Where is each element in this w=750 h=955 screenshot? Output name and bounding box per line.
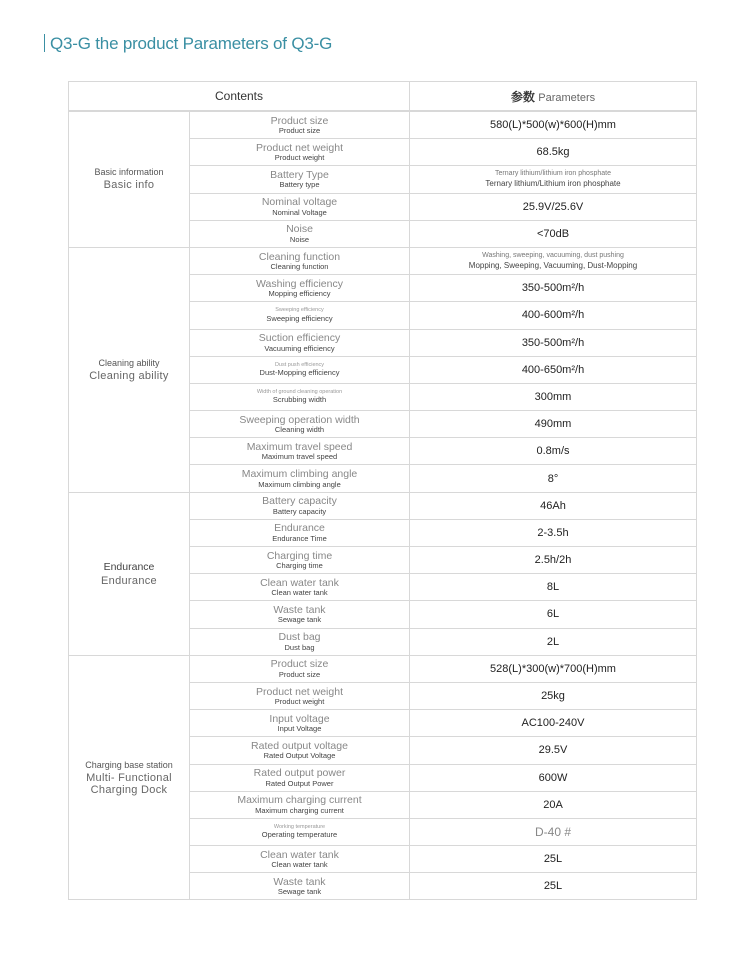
parameter-name: Waste tank <box>273 603 326 616</box>
parameter-name-alt: Sweeping efficiency <box>266 313 333 323</box>
parameter-name-cell <box>190 601 410 628</box>
parameter-name-alt: Product weight <box>274 153 325 163</box>
parameter-name: Endurance <box>274 522 325 535</box>
parameter-value-cell: <70dB <box>410 220 697 247</box>
parameter-name-cell <box>190 655 410 682</box>
section-label-bottom: Cleaning ability <box>89 369 169 382</box>
page-title <box>44 34 332 54</box>
header-parameters-en: Parameters <box>538 91 596 104</box>
parameter-value-cell: 25.9V/25.6V <box>410 193 697 220</box>
parameter-name-cell <box>190 166 410 193</box>
parameter-name-cell <box>190 547 410 574</box>
parameter-name-cell <box>190 519 410 546</box>
parameter-name-cell <box>190 275 410 302</box>
parameter-name: Nominal voltage <box>261 196 338 209</box>
parameter-name: Sweeping efficiency <box>275 307 324 314</box>
parameter-value-cell: 490mm <box>410 411 697 438</box>
parameter-name-alt: Noise <box>289 234 310 244</box>
parameter-name: Product size <box>270 114 329 127</box>
parameter-value-cell: 25L <box>410 873 697 900</box>
header-contents: Contents <box>69 82 410 112</box>
parameter-name-cell <box>190 737 410 764</box>
parameter-value-cell: 46Ah <box>410 492 697 519</box>
parameter-name-alt: Product weight <box>274 697 325 707</box>
parameter-name-alt: Clean water tank <box>271 860 328 870</box>
parameter-value-cell: 350-500m²/h <box>410 275 697 302</box>
parameter-name: Dust bag <box>278 631 321 644</box>
parameter-name-cell <box>190 438 410 465</box>
parameter-name-alt: Sewage tank <box>277 887 322 897</box>
parameter-value-cell: 350-500m²/h <box>410 329 697 356</box>
parameter-name-alt: Product size <box>278 126 321 136</box>
parameter-value-cell: 6L <box>410 601 697 628</box>
parameter-name: Cleaning function <box>258 250 341 263</box>
parameter-name-cell <box>190 302 410 329</box>
parameter-value-cell: 528(L)*300(w)*700(H)mm <box>410 655 697 682</box>
title-accent-bar <box>44 34 45 52</box>
parameter-value-cell: 2.5h/2h <box>410 547 697 574</box>
header-parameters <box>410 82 697 112</box>
table-row <box>69 655 697 682</box>
parameter-name: Sweeping operation width <box>239 413 360 426</box>
parameter-value-cell: 300mm <box>410 383 697 410</box>
parameter-value-cell: 25kg <box>410 682 697 709</box>
parameter-value: Mopping, Sweeping, Vacuuming, Dust-Mopping <box>468 261 638 271</box>
page-title-text: Q3-G the product Parameters of Q3-G <box>50 34 333 53</box>
parameter-name: Dust push efficiency <box>274 361 325 368</box>
parameter-name: Charging time <box>266 549 333 562</box>
section-label-bottom: Endurance <box>101 574 157 587</box>
parameter-value: Ternary lithium/Lithium iron phosphate <box>485 179 621 189</box>
parameter-name-alt: Operating temperature <box>261 830 338 840</box>
table-row <box>69 247 697 274</box>
parameter-name-cell <box>190 818 410 845</box>
parameter-name: Clean water tank <box>260 848 339 861</box>
parameter-name-cell <box>190 220 410 247</box>
parameter-value-cell: 20A <box>410 791 697 818</box>
parameter-value-cell: 25L <box>410 846 697 873</box>
parameter-name: Product size <box>270 658 329 671</box>
parameter-name: Battery capacity <box>262 495 337 508</box>
parameter-name-alt: Scrubbing width <box>272 395 327 405</box>
parameter-name: Rated output power <box>253 767 346 780</box>
parameter-name-cell <box>190 356 410 383</box>
parameter-name-alt: Battery type <box>279 180 320 190</box>
parameter-value-cell: 2L <box>410 628 697 655</box>
parameter-name: Maximum climbing angle <box>241 468 358 481</box>
parameter-name: Input voltage <box>269 712 330 725</box>
section-label-top: Basic information <box>94 167 164 178</box>
parameter-name-alt: Dust bag <box>284 642 315 652</box>
parameter-name-alt: Rated Output Power <box>265 778 334 788</box>
parameter-name: Rated output voltage <box>251 739 348 752</box>
parameter-name-alt: Battery capacity <box>272 506 327 516</box>
parameter-name: Maximum travel speed <box>246 440 353 453</box>
parameter-name-cell <box>190 764 410 791</box>
parameter-name-alt: Sewage tank <box>277 615 322 625</box>
parameter-name-cell <box>190 465 410 492</box>
table-row <box>69 111 697 139</box>
section-label-bottom: Multi- Functional Charging Dock <box>86 771 172 796</box>
parameter-value-alt: Washing, sweeping, vacuuming, dust pushing <box>482 252 624 260</box>
parameter-name-cell <box>190 873 410 900</box>
parameter-name-alt: Endurance Time <box>272 533 327 543</box>
parameter-name-alt: Cleaning function <box>270 262 329 272</box>
parameter-name: Battery Type <box>270 168 329 181</box>
table-header-row <box>69 82 697 112</box>
parameter-name-cell <box>190 111 410 139</box>
parameter-name-cell <box>190 411 410 438</box>
parameter-name: Suction efficiency <box>258 332 341 345</box>
section-label-cell <box>69 111 190 247</box>
parameter-value-cell: D-40 # <box>410 818 697 845</box>
parameter-name-alt: Rated Output Voltage <box>263 751 336 761</box>
parameter-value-cell: 580(L)*500(w)*600(H)mm <box>410 111 697 139</box>
parameter-value-cell: 29.5V <box>410 737 697 764</box>
parameter-value-cell <box>410 247 697 274</box>
parameter-name-alt: Dust-Mopping efficiency <box>259 368 340 378</box>
parameter-name-cell <box>190 846 410 873</box>
parameter-name-alt: Nominal Voltage <box>272 207 327 217</box>
parameter-name-alt: Product size <box>278 669 321 679</box>
parameter-name-cell <box>190 710 410 737</box>
parameter-name-cell <box>190 628 410 655</box>
parameter-value-alt: Ternary lithium/lithium iron phosphate <box>495 170 611 178</box>
parameter-name-alt: Maximum travel speed <box>261 452 338 462</box>
parameter-name-cell <box>190 247 410 274</box>
parameter-value-cell: 68.5kg <box>410 139 697 166</box>
parameter-name-alt: Vacuuming efficiency <box>264 343 335 353</box>
parameter-value-cell: 0.8m/s <box>410 438 697 465</box>
parameter-name-cell <box>190 791 410 818</box>
parameter-name-cell <box>190 574 410 601</box>
parameter-name: Noise <box>286 223 313 236</box>
parameter-value-cell: 2-3.5h <box>410 519 697 546</box>
section-label-cell <box>69 247 190 492</box>
parameter-value-cell: 600W <box>410 764 697 791</box>
parameter-name: Waste tank <box>273 875 326 888</box>
parameter-value-cell: 400-650m²/h <box>410 356 697 383</box>
parameter-value-cell: 8L <box>410 574 697 601</box>
parameter-name-cell <box>190 492 410 519</box>
parameter-value-cell <box>410 166 697 193</box>
section-label-bottom: Basic info <box>103 179 155 192</box>
parameter-name-alt: Maximum climbing angle <box>258 479 341 489</box>
section-label-top: Endurance <box>103 560 155 573</box>
parameter-value-cell: 8° <box>410 465 697 492</box>
parameter-name-alt: Charging time <box>276 561 323 571</box>
parameter-name: Washing efficiency <box>256 277 343 290</box>
parameter-name: Working temperature <box>273 823 326 830</box>
parameter-name-cell <box>190 383 410 410</box>
parameter-name: Clean water tank <box>260 576 339 589</box>
parameter-name-alt: Mopping efficiency <box>268 289 331 299</box>
parameter-name-cell <box>190 139 410 166</box>
parameter-value-cell: AC100-240V <box>410 710 697 737</box>
section-label-top: Cleaning ability <box>98 357 160 368</box>
section-label-top: Charging base station <box>85 759 173 770</box>
header-parameters-cn: 参数 <box>510 89 535 104</box>
parameters-table <box>68 81 697 900</box>
table-body <box>69 111 697 900</box>
parameter-name-alt: Clean water tank <box>271 588 328 598</box>
parameter-name-cell <box>190 329 410 356</box>
parameter-name-cell <box>190 193 410 220</box>
section-label-cell <box>69 655 190 900</box>
parameter-name: Width of ground cleaning operation <box>256 388 343 395</box>
parameter-name-alt: Cleaning width <box>274 425 325 435</box>
parameter-name-alt: Input Voltage <box>277 724 322 734</box>
section-label-cell <box>69 492 190 655</box>
parameter-value-cell: 400-600m²/h <box>410 302 697 329</box>
parameter-name: Product net weight <box>256 141 343 154</box>
table-row <box>69 492 697 519</box>
parameter-name-alt: Maximum charging current <box>255 805 344 815</box>
parameter-name: Product net weight <box>256 685 343 698</box>
parameter-name: Maximum charging current <box>237 794 362 807</box>
parameter-name-cell <box>190 682 410 709</box>
